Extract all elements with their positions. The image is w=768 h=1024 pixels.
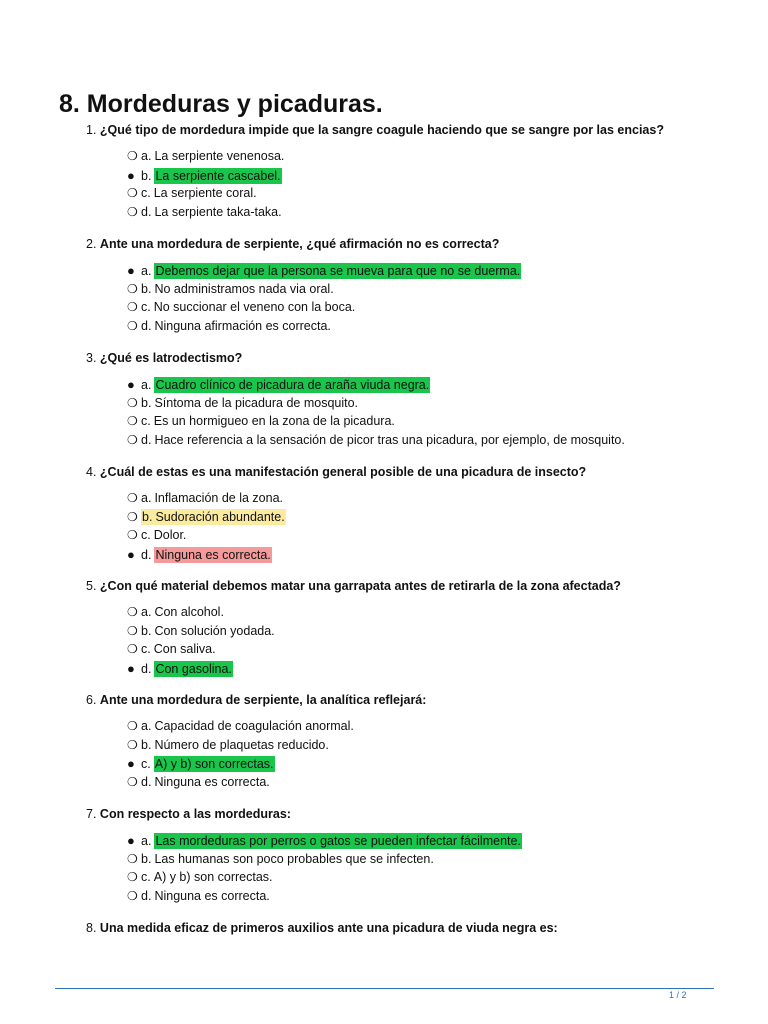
answer-label (154, 547, 271, 563)
answer-option[interactable] (127, 871, 273, 884)
question-number: 7. (86, 807, 97, 821)
radio-unselected-icon[interactable]: ❍ (127, 510, 138, 524)
answer-text: No succionar el veneno con la boca. (153, 300, 356, 314)
answer-letter: c. (141, 186, 151, 200)
answer-label (154, 775, 269, 789)
answer-letter: c. (141, 300, 151, 314)
answer-label (154, 889, 269, 903)
radio-selected-icon[interactable]: ● (127, 756, 135, 771)
answer-letter: b. (141, 852, 152, 866)
radio-unselected-icon[interactable]: ❍ (127, 889, 138, 903)
answer-letter: c. (141, 414, 151, 428)
answer-letter: d. (141, 662, 152, 676)
radio-unselected-icon[interactable]: ❍ (127, 186, 138, 200)
answer-letter: d. (141, 319, 152, 333)
question-3 (86, 352, 242, 365)
answer-text: La serpiente taka-taka. (154, 205, 282, 219)
radio-unselected-icon[interactable]: ❍ (127, 642, 138, 656)
answer-text: Debemos dejar que la persona se mueva para que no se duerma. (155, 264, 521, 278)
answer-option[interactable] (127, 757, 275, 771)
radio-unselected-icon[interactable]: ❍ (127, 738, 138, 752)
answer-letter: b. (141, 282, 152, 296)
answer-text: La serpiente coral. (153, 186, 257, 200)
answer-letter: a. (141, 264, 152, 278)
question-7 (86, 808, 291, 821)
radio-unselected-icon[interactable]: ❍ (127, 775, 138, 789)
answer-option[interactable] (127, 301, 355, 314)
answer-label (154, 528, 187, 542)
answer-letter: d. (141, 205, 152, 219)
answer-letter: b. (141, 169, 152, 183)
answer-option[interactable] (127, 378, 430, 392)
answer-option[interactable] (127, 662, 233, 676)
answer-text: La serpiente cascabel. (155, 169, 281, 183)
answer-option[interactable] (127, 397, 358, 410)
page-number: 1 / 2 (669, 990, 687, 1000)
answer-letter: a. (141, 378, 152, 392)
answer-letter: a. (141, 719, 152, 733)
question-text: ¿Con qué material debemos matar una garrapata antes de retirarla de la zona afectada? (99, 579, 621, 593)
answer-option[interactable] (127, 720, 354, 733)
answer-label (141, 509, 286, 525)
answer-text: Las mordeduras por perros o gatos se pueden infectar fácilmente. (155, 834, 521, 848)
answer-letter: b. (141, 738, 152, 752)
answer-letter: c. (141, 870, 151, 884)
answer-label (154, 738, 328, 752)
question-number: 2. (86, 237, 97, 251)
answer-label (154, 642, 216, 656)
answer-label (154, 491, 283, 505)
radio-unselected-icon[interactable]: ❍ (127, 719, 138, 733)
answer-text: Ninguna es correcta. (155, 548, 271, 562)
radio-unselected-icon[interactable]: ❍ (127, 149, 138, 163)
answer-letter: d. (141, 433, 152, 447)
question-number: 6. (86, 693, 97, 707)
answer-text: Hace referencia a la sensación de picor tras una picadura, por ejemplo, de mosquito. (154, 433, 625, 447)
answer-letter: c. (141, 642, 151, 656)
answer-option[interactable] (127, 529, 186, 542)
answer-text: Ninguna es correcta. (154, 889, 270, 903)
radio-unselected-icon[interactable]: ❍ (127, 528, 138, 542)
radio-unselected-icon[interactable]: ❍ (127, 205, 138, 219)
question-1 (86, 124, 664, 137)
answer-label (154, 833, 522, 849)
answer-label (154, 870, 273, 884)
answer-option[interactable] (127, 548, 272, 562)
answer-label (154, 282, 333, 296)
answer-letter: d. (141, 775, 152, 789)
question-text: ¿Cuál de estas es una manifestación general posible de una picadura de insecto? (99, 465, 587, 479)
answer-label (154, 377, 430, 393)
question-number: 5. (86, 579, 97, 593)
answer-label (154, 168, 281, 184)
answer-label (154, 319, 330, 333)
answer-label (154, 852, 433, 866)
question-8 (86, 922, 558, 935)
question-text: ¿Qué es latrodectismo? (99, 351, 243, 365)
answer-option[interactable] (127, 776, 270, 789)
answer-option[interactable] (127, 492, 283, 505)
answer-option[interactable] (127, 150, 284, 163)
answer-option[interactable] (127, 264, 521, 278)
question-2 (86, 238, 499, 251)
radio-unselected-icon[interactable]: ❍ (127, 414, 138, 428)
answer-label (154, 414, 395, 428)
answer-option[interactable] (127, 853, 434, 866)
footer-divider (55, 988, 714, 989)
answer-letter: a. (141, 605, 152, 619)
question-number: 8. (86, 921, 97, 935)
radio-unselected-icon[interactable]: ❍ (127, 491, 138, 505)
answer-text: Síntoma de la picadura de mosquito. (154, 396, 359, 410)
radio-selected-icon[interactable]: ● (127, 168, 135, 183)
radio-unselected-icon[interactable]: ❍ (127, 433, 138, 447)
answer-option[interactable] (127, 434, 625, 447)
answer-text: Capacidad de coagulación anormal. (154, 719, 354, 733)
answer-text: Con solución yodada. (154, 624, 275, 638)
answer-letter: d. (141, 548, 152, 562)
answer-option[interactable] (127, 643, 216, 656)
answer-text: Las humanas son poco probables que se infecten. (154, 852, 434, 866)
question-text: Ante una mordedura de serpiente, la analítica reflejará: (99, 693, 427, 707)
answer-option[interactable] (127, 890, 270, 903)
answer-label (154, 186, 257, 200)
answer-text: Inflamación de la zona. (154, 491, 283, 505)
radio-unselected-icon[interactable]: ❍ (127, 282, 138, 296)
radio-unselected-icon[interactable]: ❍ (127, 300, 138, 314)
answer-text: Ninguna es correcta. (154, 775, 270, 789)
radio-selected-icon[interactable]: ● (127, 547, 135, 562)
answer-label (154, 300, 356, 314)
answer-text: La serpiente venenosa. (154, 149, 285, 163)
answer-letter: a. (141, 491, 152, 505)
answer-letter: c. (141, 757, 151, 771)
answer-label (154, 433, 624, 447)
answer-letter: a. (141, 834, 152, 848)
answer-label (154, 756, 275, 772)
answer-option[interactable] (127, 511, 286, 524)
answer-label (154, 396, 358, 410)
answer-text: Dolor. (153, 528, 187, 542)
answer-label (154, 719, 353, 733)
answer-text: No administramos nada via oral. (154, 282, 334, 296)
answer-letter: a. (141, 149, 152, 163)
answer-text: Cuadro clínico de picadura de araña viuda negra. (155, 378, 430, 392)
answer-option[interactable] (127, 169, 282, 183)
radio-unselected-icon[interactable]: ❍ (127, 852, 138, 866)
answer-letter: b. (142, 510, 153, 524)
question-number: 3. (86, 351, 97, 365)
answer-option[interactable] (127, 283, 334, 296)
answer-text: Ninguna afirmación es correcta. (154, 319, 331, 333)
answer-option[interactable] (127, 415, 395, 428)
page-title: 8. Mordeduras y picaduras. (59, 90, 383, 118)
radio-selected-icon[interactable]: ● (127, 833, 135, 848)
answer-text: Sudoración abundante. (155, 510, 285, 524)
answer-option[interactable] (127, 739, 329, 752)
answer-text: Con alcohol. (154, 605, 224, 619)
answer-text: A) y b) son correctas. (154, 757, 274, 771)
question-4 (86, 466, 586, 479)
answer-option[interactable] (127, 625, 275, 638)
question-number: 1. (86, 123, 97, 137)
question-6 (86, 694, 426, 707)
radio-unselected-icon[interactable]: ❍ (127, 624, 138, 638)
answer-option[interactable] (127, 606, 224, 619)
answer-label (154, 205, 281, 219)
answer-label (154, 661, 232, 677)
radio-unselected-icon[interactable]: ❍ (127, 605, 138, 619)
answer-letter: c. (141, 528, 151, 542)
radio-unselected-icon[interactable]: ❍ (127, 870, 138, 884)
answer-text: Con saliva. (153, 642, 216, 656)
question-text: Con respecto a las mordeduras: (99, 807, 291, 821)
radio-selected-icon[interactable]: ● (127, 661, 135, 676)
answer-letter: d. (141, 889, 152, 903)
answer-label (154, 149, 284, 163)
question-text: Una medida eficaz de primeros auxilios ante una picadura de viuda negra es: (99, 921, 558, 935)
answer-label (154, 624, 274, 638)
question-text: Ante una mordedura de serpiente, ¿qué afirmación no es correcta? (99, 237, 500, 251)
radio-unselected-icon[interactable]: ❍ (127, 319, 138, 333)
radio-unselected-icon[interactable]: ❍ (127, 396, 138, 410)
answer-text: A) y b) son correctas. (153, 870, 273, 884)
question-text: ¿Qué tipo de mordedura impide que la sangre coagule haciendo que se sangre por las encias? (99, 123, 664, 137)
answer-option[interactable] (127, 206, 282, 219)
answer-option[interactable] (127, 834, 522, 848)
radio-selected-icon[interactable]: ● (127, 263, 135, 278)
question-5 (86, 580, 621, 593)
answer-label (154, 263, 521, 279)
answer-letter: b. (141, 396, 152, 410)
answer-label (154, 605, 224, 619)
answer-option[interactable] (127, 320, 331, 333)
answer-letter: b. (141, 624, 152, 638)
radio-selected-icon[interactable]: ● (127, 377, 135, 392)
answer-text: Es un hormigueo en la zona de la picadura. (153, 414, 395, 428)
question-number: 4. (86, 465, 97, 479)
answer-text: Con gasolina. (155, 662, 232, 676)
answer-text: Número de plaquetas reducido. (154, 738, 329, 752)
answer-option[interactable] (127, 187, 257, 200)
